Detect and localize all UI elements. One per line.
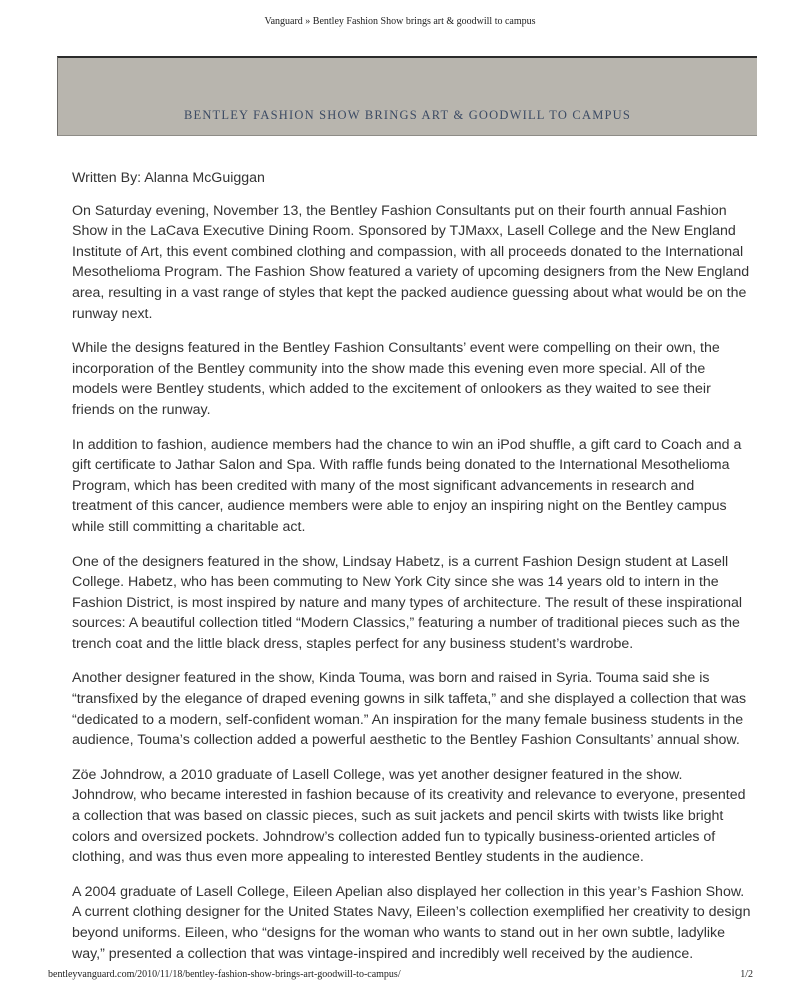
print-header-title: Vanguard » Bentley Fashion Show brings art & goodwill to campus [264, 16, 536, 27]
paragraph-line: One of the designers featured in the show, Lindsay Habetz, is a current Fashion Design student at Lasell [72, 553, 729, 570]
paragraph-line: area, resulting in a vast range of styles that kept the packed audience guessing about what would be on the [72, 284, 747, 301]
article-headline: BENTLEY FASHION SHOW BRINGS ART & GOODWILL TO CAMPUS [183, 108, 632, 122]
article-paragraph [72, 552, 752, 655]
paragraph-line: Show in the LaCava Executive Dining Room. Sponsored by TJMaxx, Lasell College and the New England [72, 223, 736, 240]
paragraph-line: sources: A beautiful collection titled “Modern Classics,” featuring a number of traditional pieces such as the [72, 615, 740, 632]
article-paragraph [72, 338, 752, 420]
headline-banner [57, 56, 757, 136]
paragraph-line: while still committing a charitable act. [72, 518, 306, 535]
paragraph-line: Johndrow, who became interested in fashion because of its creativity and relevance to everyone, presented [72, 787, 746, 804]
paragraph-line: a collection that was based on classic pieces, such as suit jackets and pencil skirts with twists like bright [72, 808, 724, 825]
paragraph-line: trench coat and the little black dress, staples perfect for any business student’s wardrobe. [72, 635, 634, 652]
paragraph-line: Fashion District, is most inspired by nature and many types of architecture. The result of these inspirational [72, 594, 743, 611]
paragraph-line: incorporation of the Bentley community into the show made this evening even more special. All of the [72, 360, 706, 377]
paragraph-line: runway next. [72, 305, 153, 322]
paragraph-line: Another designer featured in the show, Kinda Touma, was born and raised in Syria. Touma said she is [72, 670, 710, 687]
paragraph-line: In addition to fashion, audience members had the chance to win an iPod shuffle, a gift card to Coach and a [72, 436, 742, 453]
paragraph-line: colors and oversized pockets. Johndrow’s collection added fun to typically business-oriented articles of [72, 828, 716, 845]
paragraph-line: “dedicated to a modern, self-confident woman.” An inspiration for the many female business students in the [72, 711, 744, 728]
page-number: 1/2 [740, 969, 753, 980]
paragraph-line: A 2004 graduate of Lasell College, Eileen Apelian also displayed her collection in this year’s Fashion Show. [72, 883, 745, 900]
paragraph-line: Zöe Johndrow, a 2010 graduate of Lasell College, was yet another designer featured in the show. [72, 766, 683, 783]
print-footer [48, 969, 753, 980]
paragraph-line: friends on the runway. [72, 401, 211, 418]
paragraph-line: “transfixed by the elegance of draped evening gowns in silk taffeta,” and she displayed a collection that was [72, 691, 747, 708]
paragraph-line: beyond uniforms. Eileen, who “designs for the woman who wants to stand out in her own subtle, ladylike [72, 925, 725, 941]
article-paragraph [72, 435, 752, 538]
article-byline: Written By: Alanna McGuiggan [72, 170, 265, 186]
paragraph-line: clothing, and was thus even more appealing to interested Bentley students in the audience. [72, 849, 644, 866]
article-paragraph [72, 668, 752, 750]
article-paragraph [72, 765, 752, 868]
article-paragraphs [72, 201, 752, 963]
paragraph-line: Institute of Art, this event combined clothing and compassion, with all proceeds donated to the International [72, 243, 744, 260]
article-paragraph [72, 882, 752, 963]
paragraph-line: While the designs featured in the Bentley Fashion Consultants’ event were compelling on their own, the [72, 340, 720, 357]
paragraph-line: A current clothing designer for the United States Navy, Eileen’s collection exemplified her creativity to design [72, 904, 751, 921]
paragraph-line: Program, which has been credited with many of the most significant advancements in research and [72, 477, 695, 494]
article-body [72, 168, 752, 963]
paragraph-line: gift certificate to Jathar Salon and Spa. With raffle funds being donated to the International Mesothelioma [72, 457, 730, 474]
article-paragraph [72, 201, 752, 325]
paragraph-line: way,” presented a collection that was vintage-inspired and incredibly well received by the audience. [72, 945, 694, 962]
print-footer-url: bentleyvanguard.com/2010/11/18/bentley-fashion-show-brings-art-goodwill-to-campus/ [48, 969, 401, 980]
paragraph-line: audience, Touma’s collection added a powerful aesthetic to the Bentley Fashion Consultants’ annual show. [72, 732, 740, 749]
paragraph-line: treatment of this cancer, audience members were able to enjoy an inspiring night on the Bentley campus [72, 498, 727, 515]
paragraph-line: Mesothelioma Program. The Fashion Show featured a variety of upcoming designers from the New England [72, 264, 750, 281]
paragraph-line: College. Habetz, who has been commuting to New York City since she was 14 years old to intern in the [72, 574, 719, 591]
paragraph-line: On Saturday evening, November 13, the Bentley Fashion Consultants put on their fourth annual Fashion [72, 202, 727, 219]
paragraph-line: models were Bentley students, which added to the excitement of onlookers as they waited to see their [72, 381, 711, 398]
